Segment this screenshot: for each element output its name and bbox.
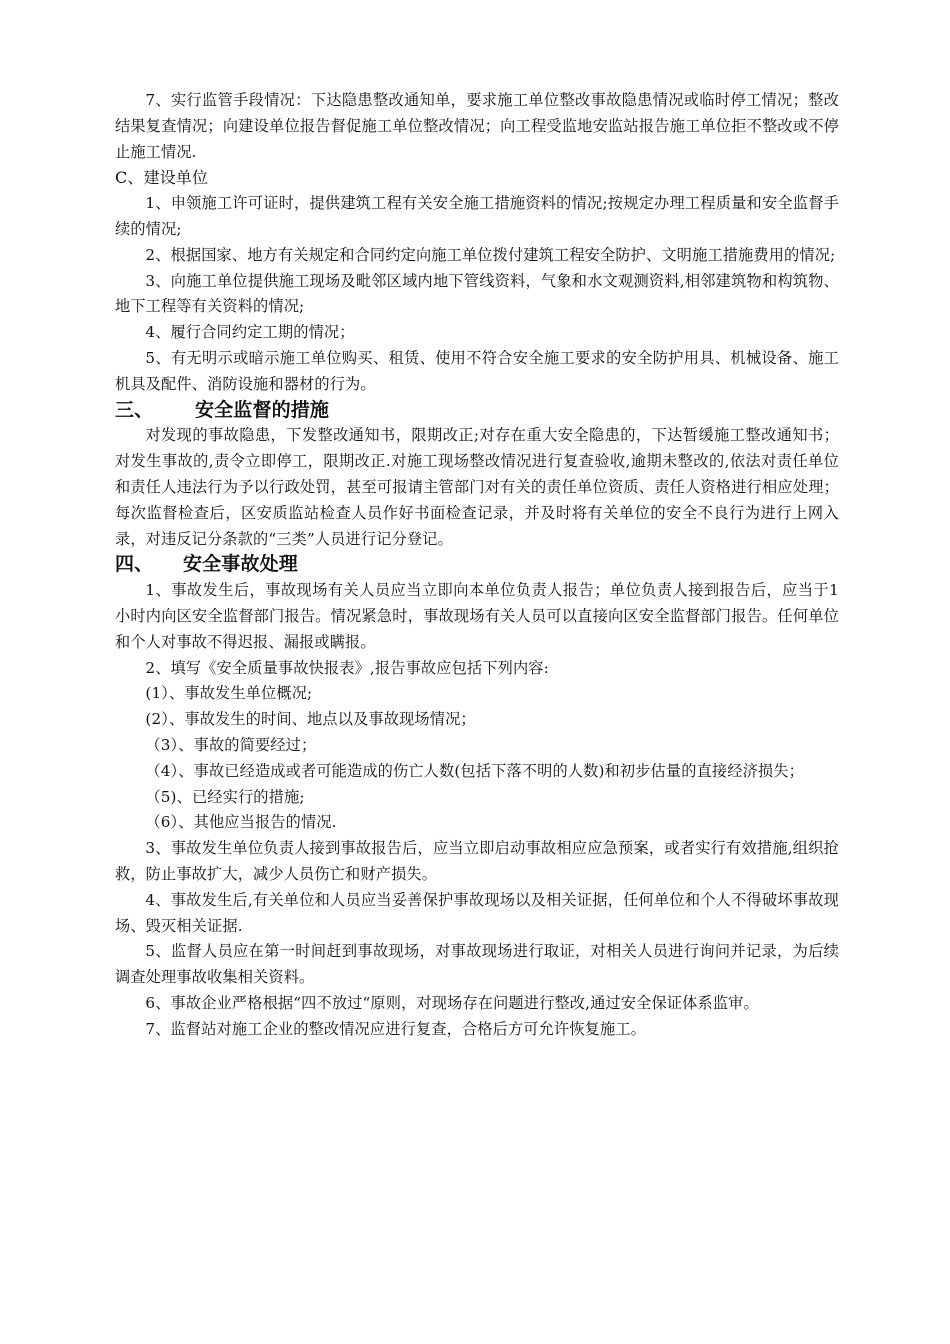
section-3-title: 安全监督的措施 — [195, 398, 330, 421]
section-c-item-3: 3、向施工单位提供施工现场及毗邻区域内地下管线资料，气象和水文观测资料,相邻建筑物和构筑物、地下工程等有关资料的情况; — [115, 271, 839, 316]
section-c-item-2: 2、根据国家、地方有关规定和合同约定向施工单位拨付建筑工程安全防护、文明施工措施费用的情况; — [145, 245, 836, 264]
section-c-heading: C、建设单位 — [115, 168, 209, 188]
section-4-number: 四、 — [115, 553, 154, 576]
section-4-item-5: 5、监督人员应在第一时间赶到事故现场，对事故现场进行取证，对相关人员进行询问并记录，为后续调查处理事故收集相关资料。 — [115, 942, 839, 987]
section-3-body: 对发现的事故隐患，下发整改通知书，限期改正;对存在重大安全隐患的，下达暂缓施工整改通知书；对发生事故的,责令立即停工，限期改正.对施工现场整改情况进行复查验收,逾期未整改的,依法对责任单位和责任人违法行为予以行政处罚，甚至可报请主管部门对有关的责任单位资质、责任人资格进行相应处理；每次监督检查后，区安质监站检查人员作好书面检查记录，并及时将有关单位的安全不良行为进行上网入录，对违反记分条款的“三类”人员进行记分登记。 — [115, 426, 839, 548]
section-4-item-3: 3、事故发生单位负责人接到事故报告后，应当立即启动事故相应应急预案，或者实行有效措施,组织抢救，防止事故扩大，减少人员伤亡和财产损失。 — [115, 839, 839, 883]
report-content-item-2: (2）、事故发生的时间、地点以及事故现场情况； — [145, 710, 476, 729]
section-4-item-7: 7、监督站对施工企业的整改情况应进行复查，合格后方可允许恢复施工。 — [145, 1019, 647, 1038]
section-3-heading — [115, 398, 839, 424]
report-content-item-6: （6）、其他应当报告的情况. — [145, 813, 337, 832]
report-content-item-4: （4）、事故已经造成或者可能造成的伤亡人数(包括下落不明的人数)和初步估量的直接经济损失； — [145, 761, 804, 780]
section-4-item-4: 4、事故发生后,有关单位和人员应当妥善保护事故现场以及相关证据，任何单位和个人不得破坏事故现场、毁灭相关证据. — [115, 890, 839, 935]
section-4-item-1: 1、事故发生后，事故现场有关人员应当立即向本单位负责人报告；单位负责人接到报告后，应当于1小时内向区安全监督部门报告。情况紧急时，事故现场有关人员可以直接向区安全监督部门报告。任何单位和个人对事故不得迟报、漏报或瞒报。 — [115, 581, 839, 651]
section-c-item-5: 5、有无明示或暗示施工单位购买、租赁、使用不符合安全施工要求的安全防护用具、机械设备、施工机具及配件、消防设施和器材的行为。 — [115, 348, 839, 393]
paragraph-item-7: 7、实行监管手段情况：下达隐患整改通知单，要求施工单位整改事故隐患情况或临时停工情况；整改结果复查情况；向建设单位报告督促施工单位整改情况；向工程受监地安监站报告施工单位拒不整改或不停止施工情况. — [115, 91, 839, 161]
report-content-item-3: （3）、事故的简要经过； — [145, 735, 317, 754]
section-4-item-6: 6、事故企业严格根据“四不放过“原则，对现场存在问题进行整改,通过安全保证体系监审。 — [145, 993, 759, 1012]
section-c-item-4: 4、履行合同约定工期的情况； — [145, 323, 355, 342]
document-body — [115, 88, 839, 1042]
section-4-item-2: 2、填写《安全质量事故快报表》,报告事故应包括下列内容: — [145, 658, 549, 677]
section-4-heading — [115, 552, 839, 578]
section-3-number: 三、 — [115, 398, 154, 421]
section-4-title: 安全事故处理 — [183, 553, 298, 576]
report-content-item-1: (1）、事故发生单位概况; — [145, 684, 313, 703]
section-c-item-1: 1、申领施工许可证时，提供建筑工程有关安全施工措施资料的情况;按规定办理工程质量和安全监督手续的情况; — [115, 194, 839, 238]
report-content-item-5: （5)、已经实行的措施; — [145, 787, 305, 806]
